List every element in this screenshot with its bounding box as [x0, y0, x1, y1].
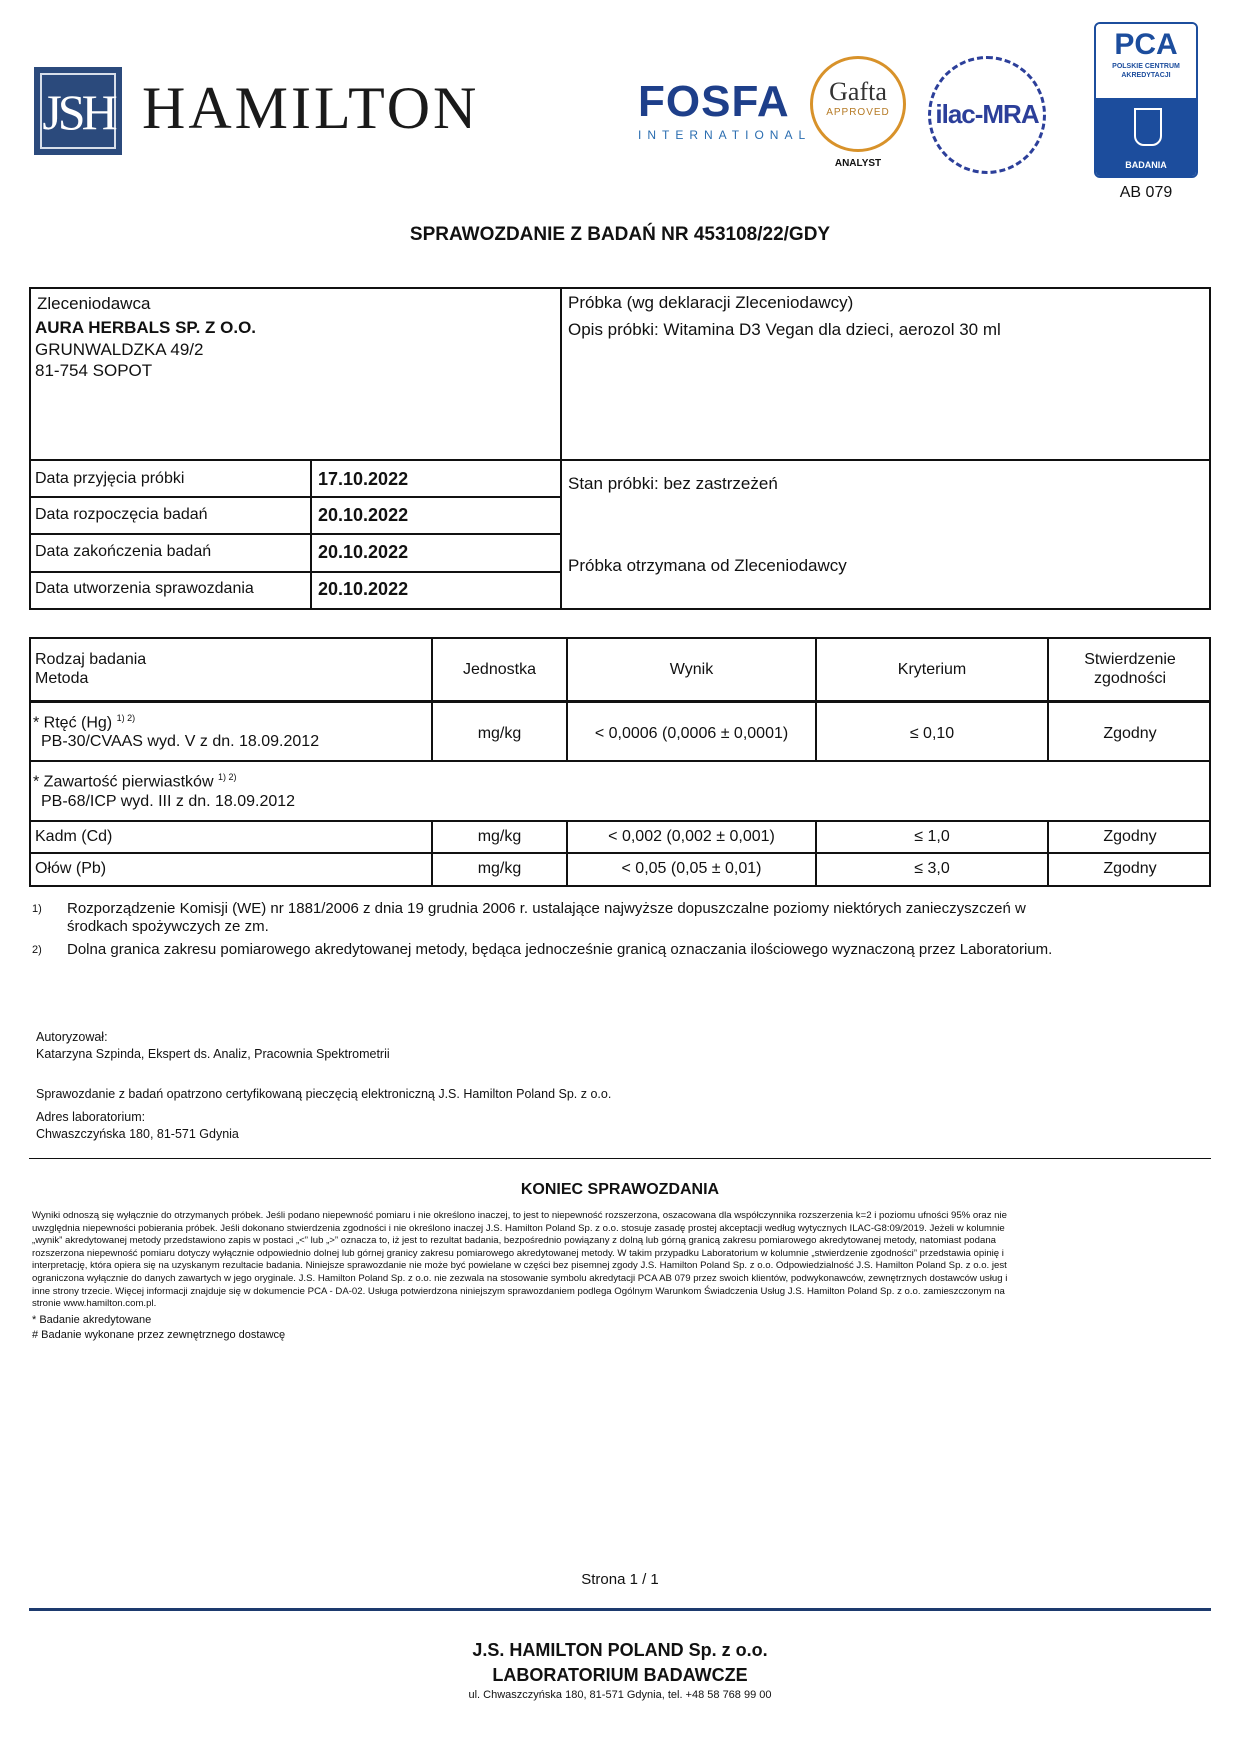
lab-address: Chwaszczyńska 180, 81-571 Gdynia — [36, 1127, 239, 1141]
footer-address: ul. Chwaszczyńska 180, 81-571 Gdynia, tel. +48 58 768 99 00 — [468, 1689, 772, 1701]
client-label: Zleceniodawca — [37, 294, 151, 313]
fosfa-international: INTERNATIONAL — [638, 128, 812, 142]
fosfa-name: FOSFA — [638, 77, 790, 126]
table-row-conformity: Zgodny — [1103, 828, 1157, 845]
table-row-name: Ołów (Pb) — [35, 860, 107, 877]
date-end-label: Data zakończenia badań — [35, 543, 212, 560]
elements-group-name: * Zawartość pierwiastków — [33, 773, 214, 791]
date-end-value: 20.10.2022 — [318, 542, 409, 562]
end-of-report: KONIEC SPRAWOZDANIA — [520, 1181, 720, 1198]
table-row-result: < 0,05 (0,05 ± 0,01) — [621, 860, 762, 877]
hamilton-logo-mark — [34, 67, 122, 155]
disclaimer-line: inne strony trzecie. Więcej informacji znajduje się w dokumencie PCA - DA-02. Usługa potwierdzona niniejszym sprawozdaniem podlega Ogólnym Warunkom Świadczenia Usług J.S. Hamilton Poland Sp. z o.o. zamieszczonym na — [32, 1285, 1005, 1297]
footnote-1-mark: 1) — [32, 903, 42, 915]
divider — [29, 760, 1211, 762]
divider — [29, 459, 1211, 461]
header-unit: Jednostka — [463, 661, 536, 678]
pca-badania: BADANIA — [1125, 160, 1167, 170]
mercury-unit: mg/kg — [477, 725, 522, 742]
gafta-analyst: ANALYST — [834, 158, 882, 169]
divider — [29, 820, 1211, 822]
footer-rule — [29, 1608, 1211, 1611]
date-report-label: Data utworzenia sprawozdania — [35, 580, 254, 597]
gafta-name: Gafta — [829, 77, 887, 106]
sample-received-from: Próbka otrzymana od Zleceniodawcy — [568, 556, 847, 575]
divider — [29, 533, 560, 535]
header-test-type: Rodzaj badania — [35, 651, 147, 668]
sample-condition: Stan próbki: bez zastrzeżeń — [568, 474, 778, 493]
divider — [29, 571, 560, 573]
disclaimer-line: interpretację, która opiera się na uzyskanym rezultacie badania. Niniejsze sprawozdanie nie może być powielane w części bez pisemnej zgody J.S. Hamilton Poland Sp. z o.o. Odpowiedzialność J.S. Hamilton Poland Sp. z o.o. jest — [32, 1260, 1007, 1272]
elements-group-row — [33, 772, 236, 791]
date-start-value: 20.10.2022 — [318, 505, 409, 525]
elements-footnote-ref: 1) 2) — [217, 772, 237, 782]
footnote-2-mark: 2) — [32, 944, 42, 956]
mercury-result: < 0,0006 (0,0006 ± 0,0001) — [594, 725, 789, 742]
disclaimer-line: „wynik” akredytowanej metody przedstawiono zapis w postaci „<” lub „>” oznacza to, iż jest to rezultat badania, bezpośrednio powiązany z dolną lub górną granicą zakresu pomiarowego akredytowanej metody, natomiast podana — [32, 1235, 996, 1247]
table-row-criterion: ≤ 3,0 — [914, 860, 950, 877]
sample-label: Próbka (wg deklaracji Zleceniodawcy) — [568, 293, 854, 312]
footnote-2-line-1: Dolna granica zakresu pomiarowego akredytowanej metody, będąca jednocześnie granicą oznaczania ilościowego wyznaczoną przez Laboratorium. — [67, 941, 1053, 958]
mercury-conformity: Zgodny — [1103, 725, 1157, 742]
table-row-conformity: Zgodny — [1103, 860, 1157, 877]
divider — [29, 1158, 1211, 1159]
flask-icon — [1134, 108, 1162, 146]
disclaimer-line: Wyniki odnoszą się wyłącznie do otrzymanych próbek. Jeśli podano niepewność pomiaru i nie określono inaczej, to jest to niepewność rozszerzona, oszacowana dla współczynnika rozszerzenia k=2 i poziomu ufności 95% oraz nie — [32, 1210, 1007, 1221]
divider — [29, 700, 1211, 703]
mercury-row — [33, 713, 135, 732]
pca-name: PCA — [1114, 28, 1178, 61]
fosfa-logo — [638, 77, 812, 142]
footer-lab: LABORATORIUM BADAWCZE — [492, 1665, 748, 1685]
ilac-text: ilac-MRA — [935, 99, 1039, 129]
report-title: SPRAWOZDANIE Z BADAŃ NR 453108/22/GDY — [409, 224, 831, 245]
table-row-unit: mg/kg — [477, 828, 522, 845]
disclaimer-line: uwzględnia niepewności pobierania próbek. Jeśli dokonano stwierdzenia zgodności i nie określono inaczej J.S. Hamilton Poland Sp. z o.o. stosuje zasadę prostej akceptacji według wytycznych ILAC-G8:09/2019. Jeżeli w kolumnie — [32, 1222, 1005, 1234]
date-received-label: Data przyjęcia próbki — [35, 470, 185, 487]
client-city: 81-754 SOPOT — [35, 361, 153, 380]
mercury-footnote-ref: 1) 2) — [116, 713, 136, 723]
header-result: Wynik — [669, 661, 714, 678]
client-name: AURA HERBALS SP. Z O.O. — [35, 318, 257, 337]
table-row-result: < 0,002 (0,002 ± 0,001) — [608, 828, 775, 845]
ilac-mra-logo — [928, 56, 1046, 174]
table-row-unit: mg/kg — [477, 860, 522, 877]
elements-group-method: PB-68/ICP wyd. III z dn. 18.09.2012 — [41, 793, 296, 810]
disclaimer-line: ograniczona wyłącznie do danych zawartych w jego oryginale. J.S. Hamilton Poland Sp. z o.o. nie zezwala na stosowanie symbolu akredytacji PCA AB 079 przez swoich klientów, podwykonawców, zewnętrznych dostawców usług i — [32, 1273, 1008, 1284]
gafta-logo — [810, 56, 906, 152]
header-criterion: Kryterium — [897, 661, 967, 678]
gafta-approved: APPROVED — [826, 107, 890, 118]
table-row-criterion: ≤ 1,0 — [914, 828, 950, 845]
authorized-person: Katarzyna Szpinda, Ekspert ds. Analiz, Pracownia Spektrometrii — [36, 1047, 390, 1061]
hamilton-logo-word: HAMILTON — [142, 75, 480, 141]
mercury-criterion: ≤ 0,10 — [909, 725, 955, 742]
accreditation-number: AB 079 — [1119, 184, 1173, 201]
authorized-label: Autoryzował: — [36, 1030, 108, 1044]
divider — [29, 496, 560, 498]
header-conformity-2: zgodności — [1093, 670, 1167, 687]
date-received-value: 17.10.2022 — [318, 469, 409, 489]
divider — [560, 287, 562, 610]
client-street: GRUNWALDZKA 49/2 — [35, 340, 204, 359]
pca-sub2: AKREDYTACJI — [1121, 72, 1171, 79]
legend-external: # Badanie wykonane przez zewnętrznego dostawcę — [32, 1329, 286, 1341]
pca-sub1: POLSKIE CENTRUM — [1112, 63, 1180, 70]
divider — [29, 852, 1211, 854]
mercury-name: * Rtęć (Hg) — [33, 714, 113, 732]
lab-address-label: Adres laboratorium: — [36, 1110, 146, 1124]
pca-logo — [1094, 22, 1198, 178]
electronic-seal-note: Sprawozdanie z badań opatrzono certyfikowaną pieczęcią elektroniczną J.S. Hamilton Poland Sp. z o.o. — [36, 1087, 612, 1101]
footnote-1-line-1: Rozporządzenie Komisji (WE) nr 1881/2006 z dnia 19 grudnia 2006 r. ustalające najwyższe dopuszczalne poziomy niektórych zanieczyszczeń w — [67, 900, 1026, 917]
footer-company: J.S. HAMILTON POLAND Sp. z o.o. — [472, 1640, 768, 1660]
disclaimer-line: rozszerzona niepewność pomiaru dotyczy wyłącznie odpowiednio dolnej lub górnej granicy zakresu pomiarowego akredytowanej metody. W takim przypadku Laboratorium w kolumnie „stwierdzenie zgodności” przedstawia opinię i — [32, 1247, 1004, 1259]
header-conformity-1: Stwierdzenie — [1084, 651, 1176, 668]
mercury-method: PB-30/CVAAS wyd. V z dn. 18.09.2012 — [41, 733, 320, 750]
sample-description: Opis próbki: Witamina D3 Vegan dla dzieci, aerozol 30 ml — [568, 320, 1001, 339]
table-row-name: Kadm (Cd) — [35, 828, 113, 845]
page-number: Strona 1 / 1 — [581, 1571, 659, 1588]
legend-accredited: * Badanie akredytowane — [32, 1314, 152, 1326]
logo-monogram: JSH — [40, 73, 116, 149]
date-report-value: 20.10.2022 — [318, 579, 409, 599]
header-method: Metoda — [35, 670, 89, 687]
date-start-label: Data rozpoczęcia badań — [35, 506, 208, 523]
disclaimer-line: stronie www.hamilton.com.pl. — [32, 1298, 157, 1310]
footnote-1-line-2: środkach spożywczych ze zm. — [67, 918, 269, 935]
